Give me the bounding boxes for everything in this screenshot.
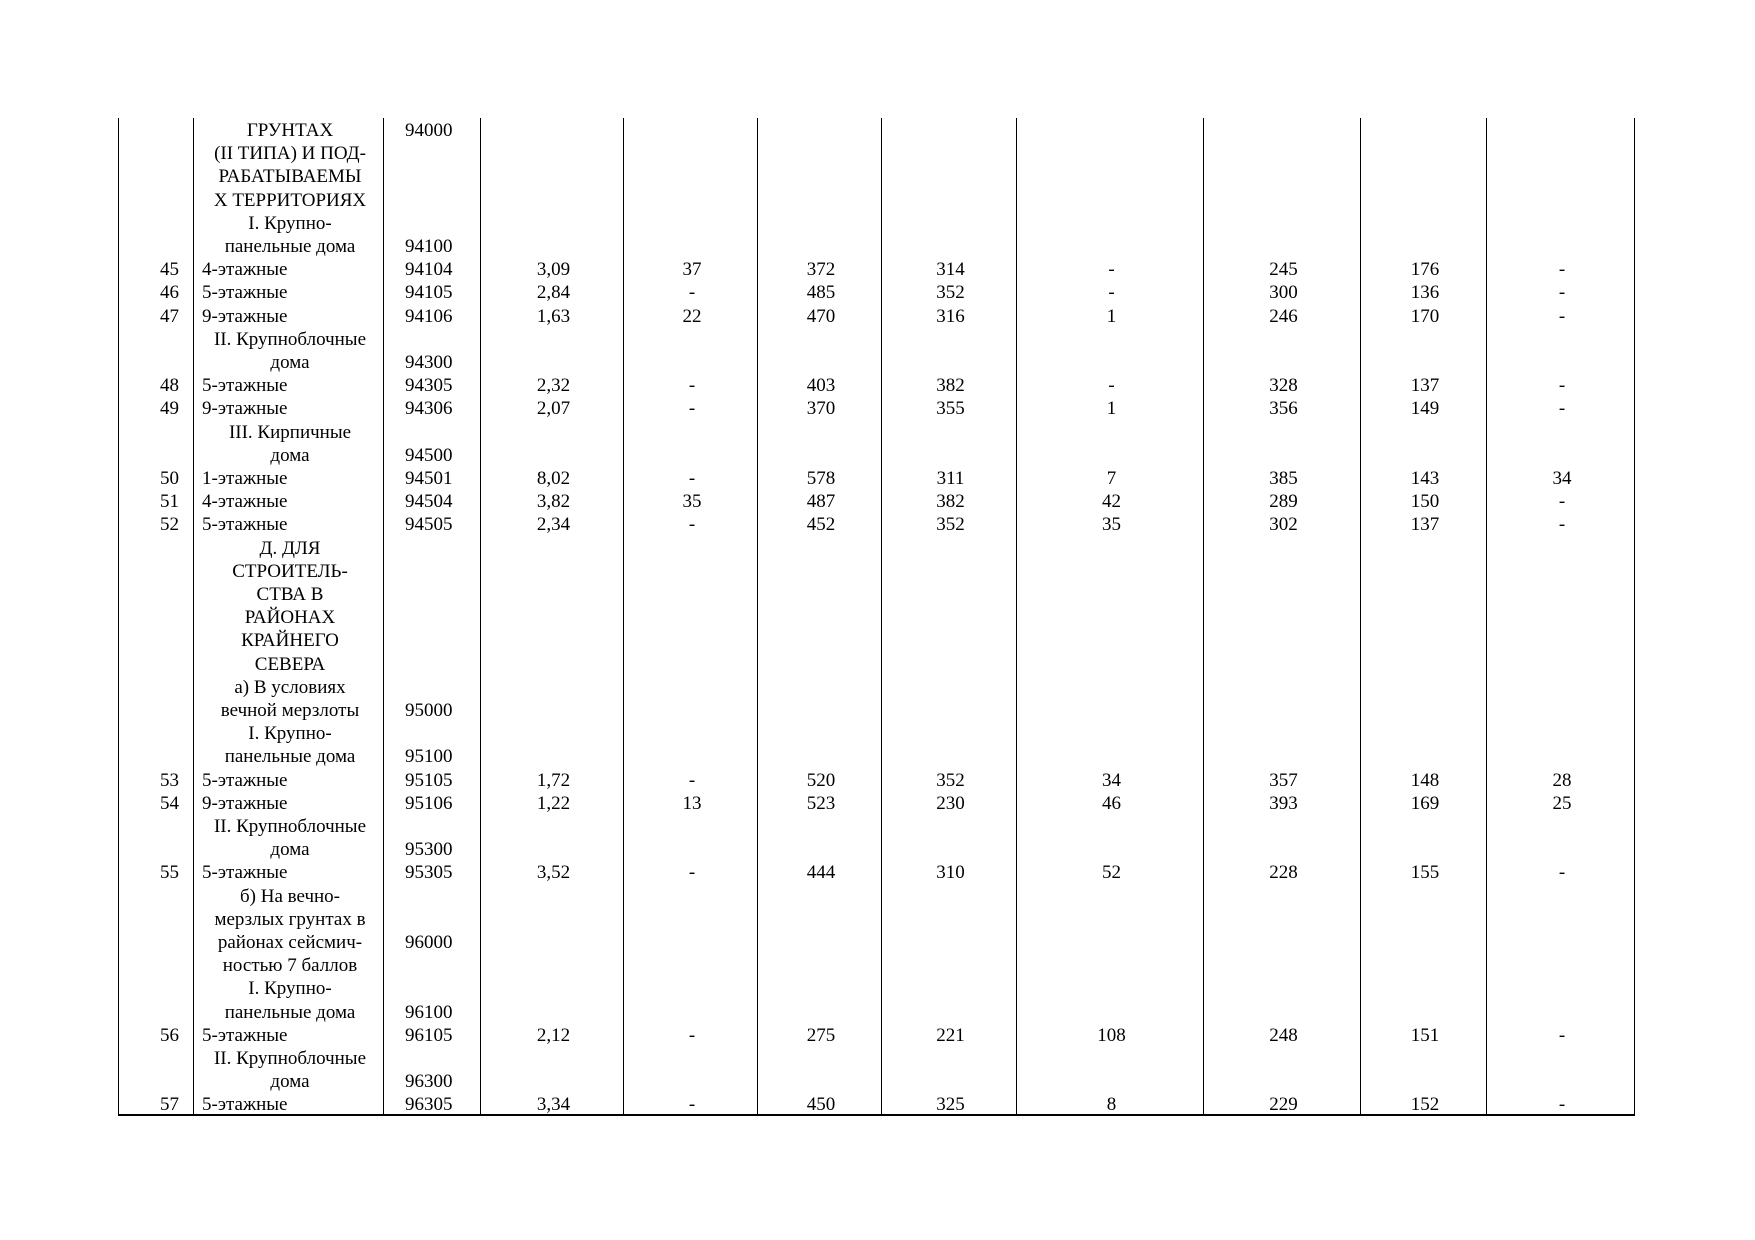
value-cell: 372 [806,259,836,281]
row-number [119,815,194,838]
row-code: 94100 [405,236,453,257]
row-number: 53 [160,769,179,791]
row-code: 95305 [405,862,453,884]
table-row [119,745,1636,768]
section-heading: СТВА В [256,584,324,605]
value-cell: 3,82 [536,491,571,513]
value-cell: - [1558,305,1566,327]
row-code: 95100 [405,746,453,768]
value-cell: 155 [1410,862,1440,884]
value-cell: 8,02 [536,468,571,489]
value-cell: 523 [806,792,836,814]
row-number [119,444,194,467]
section-heading: б) На вечно- [239,885,341,907]
value-cell: 46 [1102,792,1121,814]
value-cell: 28 [1552,769,1572,791]
table-row [119,769,1636,792]
value-cell: - [1558,514,1566,536]
row-code: 94105 [405,282,453,304]
value-cell: 136 [1410,282,1440,304]
value-cell: 403 [806,375,836,397]
section-heading: районах сейсмич- [217,932,363,953]
table-row [119,421,1636,444]
value-cell: 3,52 [536,862,571,884]
row-name: 5-этажные [202,769,288,791]
row-code: 94106 [405,305,453,327]
value-cell: 137 [1410,375,1440,397]
value-cell: 316 [936,305,965,327]
table-row [119,1024,1636,1047]
value-cell: 245 [1269,259,1298,281]
value-cell: 170 [1410,305,1440,327]
value-cell: - [1558,398,1566,420]
value-cell: 356 [1269,398,1298,420]
value-cell: 1,22 [536,792,571,814]
section-heading: ностью 7 баллов [222,955,358,977]
table-row [119,1070,1636,1093]
value-cell: - [688,282,696,304]
value-cell: - [688,1024,696,1046]
section-heading: панельные дома [224,746,356,768]
table-row [119,676,1636,699]
value-cell: - [688,1094,696,1116]
value-cell: 2,07 [536,398,571,420]
value-cell: 370 [806,398,836,420]
row-number: 52 [160,514,179,536]
value-cell: 143 [1410,468,1440,489]
section-heading: мерзлых грунтах в [214,908,366,930]
table-row [119,653,1636,676]
row-code: 96305 [405,1094,453,1116]
value-cell: - [1558,1024,1566,1046]
value-cell: 137 [1410,514,1440,536]
row-number: 54 [160,792,179,814]
table-row [119,467,1636,490]
value-cell: 314 [936,259,965,281]
value-cell: 1,72 [536,769,571,791]
row-number: 57 [160,1094,179,1116]
value-cell: 22 [682,305,702,327]
table-row [119,861,1636,884]
value-cell: 578 [806,468,836,489]
row-name: 5-этажные [202,375,288,397]
value-cell: - [1558,1094,1566,1116]
row-number: 48 [160,375,179,397]
value-cell: 7 [1106,468,1117,489]
value-cell: 34 [1552,468,1572,489]
table-row [119,490,1636,513]
section-heading: КРАЙНЕГО [241,630,339,652]
row-number [119,165,194,188]
value-cell: 2,12 [536,1024,571,1046]
table-row [119,977,1636,1000]
value-cell: 42 [1102,491,1121,513]
value-cell: - [688,514,696,536]
table-row [119,537,1636,560]
value-cell: 450 [806,1094,836,1116]
table-row [119,699,1636,722]
row-number: 51 [160,491,179,513]
row-number: 46 [160,282,179,304]
value-cell: 487 [806,491,836,513]
value-cell: - [1108,259,1115,281]
table-row [119,119,1636,142]
row-number [119,629,194,652]
value-cell: - [688,375,696,397]
row-number [119,351,194,374]
value-cell: 352 [936,769,965,791]
row-name: 1-этажные [202,468,288,489]
row-number [119,885,194,908]
value-cell: 1,63 [536,305,571,327]
table-row [119,235,1636,258]
section-heading: дома [270,839,310,861]
value-cell: - [688,769,696,791]
value-cell: 2,84 [536,282,571,304]
section-heading: панельные дома [224,1001,356,1023]
value-cell: - [1558,375,1566,397]
row-number [119,745,194,768]
row-code: 95300 [405,839,453,861]
row-number [119,212,194,235]
value-cell: - [688,862,696,884]
value-cell: 452 [806,514,836,536]
value-cell: 3,09 [536,259,571,281]
row-number [119,653,194,676]
section-heading: I. Крупно- [248,212,332,234]
row-number [119,328,194,351]
row-number [119,421,194,444]
row-name: 9-этажные [202,792,288,814]
value-cell: 289 [1269,491,1298,513]
section-heading: СЕВЕРА [254,653,326,675]
value-cell: 355 [936,398,965,420]
value-cell: 310 [936,862,965,884]
value-cell: 221 [936,1024,965,1046]
value-cell: 35 [682,491,702,513]
value-cell: - [688,398,696,420]
row-code: 94505 [405,514,453,536]
value-cell: 52 [1102,862,1121,884]
row-code: 95000 [405,700,453,721]
value-cell: 35 [1102,514,1121,536]
value-cell: 328 [1269,375,1298,397]
value-cell: 2,34 [536,514,571,536]
value-cell: 108 [1097,1024,1126,1046]
row-number: 49 [160,398,179,420]
table-row [119,513,1636,536]
table-row [119,1093,1636,1116]
row-number [119,1001,194,1024]
section-heading: II. Крупноблочные [213,1048,367,1069]
table-row [119,212,1636,235]
value-cell: 300 [1269,282,1298,304]
section-heading: I. Крупно- [248,978,332,1000]
section-heading: дома [270,352,310,373]
value-cell: 230 [936,792,965,814]
section-heading: I. Крупно- [248,723,332,745]
row-code: 94104 [405,259,453,281]
value-cell: 150 [1410,491,1440,513]
table-row [119,374,1636,397]
value-cell: 13 [682,792,702,814]
table-row [119,606,1636,629]
value-cell: 352 [936,514,965,536]
value-cell: 148 [1410,769,1440,791]
table-row [119,792,1636,815]
value-cell: 393 [1269,792,1298,814]
row-code: 94000 [405,120,453,141]
row-code: 94300 [405,352,453,373]
value-cell: 37 [682,259,702,281]
section-heading: РАБАТЫВАЕМЫ [218,166,362,188]
value-cell: - [1558,282,1566,304]
value-cell: 302 [1269,514,1298,536]
row-code: 94500 [405,444,453,466]
section-heading: (II ТИПА) И ПОД- [214,143,366,165]
value-cell: 151 [1410,1024,1440,1046]
value-cell: 1 [1106,398,1117,420]
value-cell: 485 [806,282,836,304]
table-row [119,954,1636,977]
row-number [119,583,194,606]
value-cell: - [1558,259,1566,281]
row-name: 9-этажные [202,305,288,327]
value-cell: - [1108,282,1115,304]
table-row [119,908,1636,931]
row-code: 96105 [405,1024,453,1046]
row-number [119,119,194,142]
value-cell: 246 [1269,305,1298,327]
value-cell: 25 [1552,792,1572,814]
value-cell: 382 [936,375,965,397]
value-cell: 2,32 [536,375,571,397]
row-number: 56 [160,1024,179,1046]
value-cell: - [688,468,696,489]
row-number [119,908,194,931]
data-table [118,118,1635,1116]
value-cell: 8 [1106,1094,1117,1116]
value-cell: 520 [806,769,836,791]
section-heading: дома [270,444,310,466]
value-cell: 169 [1410,792,1440,814]
value-cell: 444 [806,862,836,884]
row-number [119,142,194,165]
table-row [119,629,1636,652]
section-heading: II. Крупноблочные [213,816,367,837]
row-number [119,537,194,560]
table-row [119,165,1636,188]
row-code: 94501 [405,468,453,489]
section-heading: Д. ДЛЯ [259,537,321,559]
section-heading: СТРОИТЕЛЬ- [232,560,348,582]
row-code: 96300 [405,1071,453,1093]
section-heading: панельные дома [224,236,356,257]
table-row [119,885,1636,908]
value-cell: 275 [806,1024,836,1046]
row-code: 96000 [405,932,453,953]
row-number [119,235,194,258]
row-code: 94306 [405,398,453,420]
row-number [119,189,194,212]
row-number [119,954,194,977]
row-number [119,838,194,861]
value-cell: 357 [1269,769,1298,791]
value-cell: 382 [936,491,965,513]
row-number [119,977,194,1000]
row-number: 45 [160,259,179,281]
row-number [119,931,194,954]
row-number [119,699,194,722]
value-cell: 325 [936,1094,965,1116]
table-row [119,1001,1636,1024]
value-cell: 3,34 [536,1094,571,1116]
row-number [119,722,194,745]
section-heading: II. Крупноблочные [213,328,367,350]
row-number [119,606,194,629]
section-heading: дома [270,1071,310,1093]
row-name: 5-этажные [202,862,288,884]
table-row [119,444,1636,467]
table-row [119,397,1636,420]
table-row [119,258,1636,281]
row-number [119,1047,194,1070]
row-number: 55 [160,862,179,884]
value-cell: 228 [1269,862,1298,884]
value-cell: 470 [806,305,836,327]
row-number: 47 [160,305,179,327]
row-number [119,1070,194,1093]
value-cell: - [1108,375,1115,397]
table-row [119,931,1636,954]
table-row [119,1047,1636,1070]
value-cell: 229 [1269,1094,1298,1116]
row-code: 95105 [405,769,453,791]
row-number [119,676,194,699]
table-row [119,351,1636,374]
section-heading: III. Кирпичные [228,421,352,443]
row-number [119,560,194,583]
section-heading: а) В условиях [234,676,346,698]
row-code: 96100 [405,1001,453,1023]
row-code: 94305 [405,375,453,397]
row-code: 94504 [405,491,453,513]
section-heading: вечной мерзлоты [220,700,360,721]
value-cell: 1 [1106,305,1117,327]
table-row [119,142,1636,165]
value-cell: 152 [1410,1094,1440,1116]
value-cell: - [1558,862,1566,884]
section-heading: Х ТЕРРИТОРИЯХ [213,189,367,211]
row-name: 9-этажные [202,398,288,420]
value-cell: 34 [1102,769,1121,791]
row-code: 95106 [405,792,453,814]
table-row [119,328,1636,351]
value-cell: 311 [936,468,965,489]
row-name: 4-этажные [202,491,288,513]
table-row [119,189,1636,212]
table-row [119,560,1636,583]
row-name: 4-этажные [202,259,288,281]
table-row [119,815,1636,838]
table-row [119,722,1636,745]
row-number: 50 [160,468,179,489]
table-row [119,305,1636,328]
value-cell: 385 [1269,468,1298,489]
value-cell: 352 [936,282,965,304]
table-row [119,838,1636,861]
table-row [119,281,1636,304]
section-heading: РАЙОНАХ [244,607,336,629]
value-cell: 248 [1269,1024,1298,1046]
value-cell: - [1558,491,1566,513]
section-heading: ГРУНТАХ [246,120,334,141]
row-name: 5-этажные [202,1024,288,1046]
row-name: 5-этажные [202,514,288,536]
value-cell: 176 [1410,259,1440,281]
value-cell: 149 [1410,398,1440,420]
row-name: 5-этажные [202,282,288,304]
table-row [119,583,1636,606]
row-name: 5-этажные [202,1094,288,1116]
